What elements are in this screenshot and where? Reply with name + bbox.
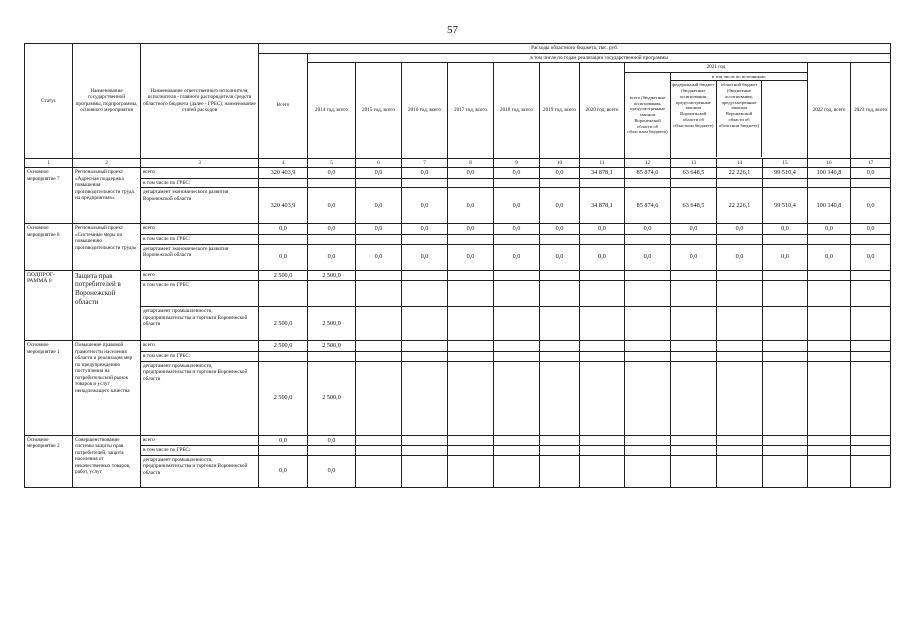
value-cell: 0,0 — [402, 188, 448, 224]
value-cell — [308, 352, 356, 362]
value-cell: 0,0 — [580, 224, 625, 235]
col-program-name: Наименование государственной программы, подпрограммы, основного мероприятия — [73, 44, 141, 159]
value-cell — [763, 178, 808, 188]
value-cell — [717, 352, 763, 362]
value-cell: 0,0 — [851, 188, 891, 224]
value-cell — [402, 361, 448, 435]
value-cell — [259, 178, 308, 188]
value-cell — [808, 281, 851, 307]
value-cell — [540, 455, 580, 487]
index-cell: 7 — [402, 158, 448, 168]
value-cell: 99 510,4 — [763, 188, 808, 224]
col-status: Статус — [25, 44, 73, 159]
value-cell — [402, 446, 448, 456]
row-label: департамент промышленности, предпринимательства и торговли Воронежской области — [141, 455, 259, 487]
table-row — [25, 224, 891, 235]
value-cell: 0,0 — [851, 224, 891, 235]
value-cell: 0,0 — [540, 168, 580, 179]
program-name-cell: Региональный проект «Системные меры по повышению производительности труда» — [73, 224, 141, 270]
col-by-years: в том числе по годам реализации государственной программы — [308, 53, 891, 63]
value-cell: 63 648,5 — [671, 188, 717, 224]
table-row — [25, 455, 891, 487]
col-2015: 2015 год, всего — [356, 63, 402, 159]
value-cell: 22 226,1 — [717, 188, 763, 224]
value-cell: 0,0 — [540, 188, 580, 224]
value-cell — [580, 446, 625, 456]
value-cell: 2 500,0 — [308, 307, 356, 341]
value-cell: 0,0 — [763, 224, 808, 235]
table-row — [25, 352, 891, 362]
index-cell: 6 — [356, 158, 402, 168]
value-cell: 0,0 — [808, 224, 851, 235]
value-cell: 0,0 — [448, 188, 494, 224]
value-cell — [671, 307, 717, 341]
value-cell — [356, 352, 402, 362]
value-cell — [851, 270, 891, 281]
value-cell — [356, 446, 402, 456]
value-cell — [808, 178, 851, 188]
table-body — [25, 168, 891, 488]
value-cell: 0,0 — [259, 224, 308, 235]
value-cell — [494, 281, 540, 307]
col-2018: 2018 год, всего — [494, 63, 540, 159]
value-cell: 0,0 — [402, 168, 448, 179]
row-label: всего — [141, 224, 259, 235]
status-cell: Основное мероприятие 8 — [25, 224, 73, 270]
value-cell — [540, 352, 580, 362]
value-cell — [625, 446, 671, 456]
value-cell: 0,0 — [717, 224, 763, 235]
value-cell: 0,0 — [671, 224, 717, 235]
value-cell — [851, 352, 891, 362]
row-label: департамент экономического развития Воронежской области — [141, 188, 259, 224]
value-cell — [625, 281, 671, 307]
value-cell — [671, 446, 717, 456]
value-cell — [448, 361, 494, 435]
value-cell — [717, 341, 763, 352]
value-cell — [356, 455, 402, 487]
value-cell — [494, 446, 540, 456]
value-cell: 320 403,9 — [259, 188, 308, 224]
value-cell — [540, 446, 580, 456]
table-row — [25, 446, 891, 456]
value-cell — [402, 352, 448, 362]
value-cell — [259, 281, 308, 307]
value-cell — [448, 235, 494, 245]
table-row — [25, 235, 891, 245]
value-cell: 0,0 — [448, 168, 494, 179]
program-name-cell: Защита прав потребителей в Воронежской области — [73, 270, 141, 341]
value-cell — [851, 455, 891, 487]
table-row — [25, 307, 891, 341]
value-cell — [494, 435, 540, 446]
value-cell: 85 874,6 — [625, 168, 671, 179]
value-cell: 0,0 — [625, 244, 671, 270]
col-2021-sources — [671, 72, 808, 158]
index-row — [25, 158, 891, 168]
value-cell — [580, 178, 625, 188]
value-cell: 0,0 — [494, 188, 540, 224]
value-cell — [580, 341, 625, 352]
col-2021-reg: областной бюджет (бюджетные ассигнования, предусмотренные законом Воронежской области об областном бюджете) — [716, 81, 762, 157]
value-cell: 0,0 — [356, 224, 402, 235]
value-cell: 99 510,4 — [763, 168, 808, 179]
index-cell: 12 — [625, 158, 671, 168]
value-cell — [402, 178, 448, 188]
value-cell — [356, 341, 402, 352]
value-cell — [494, 341, 540, 352]
value-cell — [356, 235, 402, 245]
value-cell — [448, 270, 494, 281]
value-cell: 0,0 — [851, 244, 891, 270]
value-cell — [540, 307, 580, 341]
value-cell: 0,0 — [717, 244, 763, 270]
value-cell — [671, 341, 717, 352]
value-cell: 2 500,0 — [259, 307, 308, 341]
value-cell — [851, 235, 891, 245]
value-cell — [259, 235, 308, 245]
value-cell — [356, 178, 402, 188]
index-cell: 10 — [540, 158, 580, 168]
index-cell: 5 — [308, 158, 356, 168]
table-row — [25, 244, 891, 270]
value-cell — [851, 281, 891, 307]
col-executor: Наименование ответственного исполнителя, исполнителя - главного распорядителя средств областного бюджета (далее - ГРБС), наименование статей расходов — [141, 44, 259, 159]
value-cell: 0,0 — [448, 224, 494, 235]
index-cell: 11 — [580, 158, 625, 168]
value-cell — [625, 352, 671, 362]
value-cell: 22 226,1 — [717, 168, 763, 179]
value-cell — [717, 435, 763, 446]
value-cell — [402, 281, 448, 307]
value-cell — [763, 455, 808, 487]
value-cell — [494, 361, 540, 435]
value-cell — [625, 455, 671, 487]
value-cell: 100 140,8 — [808, 168, 851, 179]
value-cell — [808, 352, 851, 362]
index-cell: 14 — [717, 158, 763, 168]
value-cell — [808, 270, 851, 281]
value-cell: 0,0 — [356, 244, 402, 270]
value-cell — [494, 455, 540, 487]
value-cell — [448, 455, 494, 487]
value-cell — [763, 352, 808, 362]
value-cell — [356, 307, 402, 341]
value-cell — [402, 307, 448, 341]
value-cell — [494, 307, 540, 341]
value-cell — [717, 281, 763, 307]
value-cell: 320 403,9 — [259, 168, 308, 179]
row-label: в том числе по ГРБС — [141, 281, 259, 307]
table-row — [25, 168, 891, 179]
index-cell: 8 — [448, 158, 494, 168]
value-cell: 0,0 — [763, 244, 808, 270]
value-cell — [494, 178, 540, 188]
row-label: в том числе по ГРБС: — [141, 352, 259, 362]
value-cell — [540, 235, 580, 245]
value-cell — [448, 352, 494, 362]
value-cell: 0,0 — [448, 244, 494, 270]
table-row — [25, 178, 891, 188]
table-row — [25, 270, 891, 281]
value-cell — [356, 361, 402, 435]
value-cell — [580, 270, 625, 281]
table-header — [25, 44, 891, 168]
value-cell — [717, 270, 763, 281]
value-cell: 0,0 — [356, 188, 402, 224]
row-label: всего — [141, 435, 259, 446]
value-cell — [763, 307, 808, 341]
value-cell — [671, 361, 717, 435]
col-2014: 2014 год, всего — [308, 63, 356, 159]
value-cell — [625, 178, 671, 188]
row-label: в том числе по ГРБС: — [141, 178, 259, 188]
value-cell — [402, 455, 448, 487]
value-cell — [808, 455, 851, 487]
col-2021: 2021 год — [625, 63, 808, 73]
value-cell — [808, 446, 851, 456]
table-row — [25, 188, 891, 224]
status-cell: Основное мероприятие 7 — [25, 168, 73, 224]
value-cell: 0,0 — [851, 168, 891, 179]
value-cell — [671, 178, 717, 188]
status-cell: Основное мероприятие 2 — [25, 435, 73, 487]
value-cell: 63 648,5 — [671, 168, 717, 179]
index-cell: 16 — [808, 158, 851, 168]
value-cell: 2 500,0 — [308, 341, 356, 352]
value-cell — [763, 270, 808, 281]
row-label: в том числе по ГРБС: — [141, 446, 259, 456]
value-cell: 2 500,0 — [308, 270, 356, 281]
value-cell — [580, 435, 625, 446]
value-cell — [448, 281, 494, 307]
value-cell — [717, 307, 763, 341]
program-name-cell: Повышение правовой грамотности населения области и реализация мер по предупреждению поступления на потребительский рынок товаров и услуг ненадлежащего качества — [73, 341, 141, 435]
value-cell — [625, 270, 671, 281]
value-cell — [763, 361, 808, 435]
col-2021-fed: федеральный бюджет (бюджетные ассигнования, предусмотренные законом Воронежской области об областном бюджете) — [672, 82, 715, 128]
value-cell — [580, 455, 625, 487]
col-2021-incl: в том числе по источникам: — [671, 73, 807, 82]
value-cell — [540, 270, 580, 281]
value-cell — [625, 435, 671, 446]
value-cell — [308, 281, 356, 307]
value-cell — [540, 178, 580, 188]
row-label: всего — [141, 341, 259, 352]
value-cell: 0,0 — [259, 435, 308, 446]
value-cell — [402, 435, 448, 446]
table-row — [25, 281, 891, 307]
value-cell: 0,0 — [625, 224, 671, 235]
value-cell — [402, 270, 448, 281]
index-cell: 13 — [671, 158, 717, 168]
value-cell — [356, 281, 402, 307]
index-cell: 2 — [73, 158, 141, 168]
value-cell: 0,0 — [308, 188, 356, 224]
value-cell — [763, 435, 808, 446]
col-2021-total: всего (бюджетные ассигнования, предусмотренные законом Воронежской области об областном бюджете) — [625, 72, 671, 158]
budget-table — [24, 43, 891, 488]
value-cell — [540, 281, 580, 307]
value-cell — [448, 178, 494, 188]
value-cell: 100 140,8 — [808, 188, 851, 224]
table-row — [25, 341, 891, 352]
value-cell: 2 500,0 — [259, 270, 308, 281]
value-cell: 34 878,1 — [580, 168, 625, 179]
value-cell — [625, 341, 671, 352]
value-cell: 0,0 — [356, 168, 402, 179]
value-cell — [808, 361, 851, 435]
value-cell — [308, 446, 356, 456]
col-2020: 2020 год, всего — [580, 63, 625, 159]
value-cell: 0,0 — [308, 224, 356, 235]
value-cell — [763, 235, 808, 245]
value-cell — [625, 307, 671, 341]
value-cell — [763, 341, 808, 352]
value-cell — [580, 352, 625, 362]
value-cell: 0,0 — [494, 244, 540, 270]
value-cell — [717, 361, 763, 435]
value-cell — [851, 178, 891, 188]
program-name-cell: Совершенствование системы защиты прав потребителей, защита населения от некачественных товаров, работ, услуг — [73, 435, 141, 487]
value-cell — [448, 341, 494, 352]
value-cell — [717, 235, 763, 245]
value-cell — [448, 307, 494, 341]
col-total: Всего — [259, 53, 308, 158]
row-label: всего — [141, 168, 259, 179]
index-cell: 9 — [494, 158, 540, 168]
value-cell — [851, 435, 891, 446]
value-cell: 0,0 — [540, 224, 580, 235]
value-cell — [717, 178, 763, 188]
value-cell — [540, 435, 580, 446]
col-expenses: Расходы областного бюджета, тыс. руб. — [259, 44, 891, 54]
row-label: в том числе по ГРБС: — [141, 235, 259, 245]
value-cell — [625, 235, 671, 245]
value-cell — [851, 307, 891, 341]
value-cell — [717, 455, 763, 487]
value-cell: 85 874,6 — [625, 188, 671, 224]
col-2017: 2017 год, всего — [448, 63, 494, 159]
value-cell — [356, 435, 402, 446]
value-cell — [402, 235, 448, 245]
value-cell: 0,0 — [671, 244, 717, 270]
value-cell — [717, 446, 763, 456]
value-cell — [308, 235, 356, 245]
value-cell: 0,0 — [308, 435, 356, 446]
value-cell — [671, 435, 717, 446]
value-cell — [580, 361, 625, 435]
value-cell: 0,0 — [402, 224, 448, 235]
index-cell: 15 — [763, 158, 808, 168]
value-cell — [448, 435, 494, 446]
value-cell — [540, 361, 580, 435]
value-cell — [494, 270, 540, 281]
col-2021-spacer — [761, 81, 807, 157]
index-cell: 1 — [25, 158, 73, 168]
value-cell — [580, 307, 625, 341]
value-cell: 2 500,0 — [308, 361, 356, 435]
value-cell: 0,0 — [308, 244, 356, 270]
value-cell: 2 500,0 — [259, 341, 308, 352]
value-cell — [356, 270, 402, 281]
value-cell — [671, 281, 717, 307]
value-cell — [671, 352, 717, 362]
value-cell: 0,0 — [402, 244, 448, 270]
value-cell: 0,0 — [259, 244, 308, 270]
value-cell — [808, 341, 851, 352]
value-cell: 0,0 — [308, 168, 356, 179]
program-name-cell: Региональный проект «Адресная поддержка повышения производительности труда на предприятиях» — [73, 168, 141, 224]
row-label: департамент промышленности, предпринимательства и торговли Воронежской области — [141, 307, 259, 341]
value-cell: 0,0 — [259, 455, 308, 487]
value-cell: 0,0 — [808, 244, 851, 270]
col-2016: 2016 год, всего — [402, 63, 448, 159]
col-2023: 2023 год, всего — [851, 63, 891, 159]
value-cell — [402, 341, 448, 352]
status-cell: ПОДПРОГ-РАММА 8 — [25, 270, 73, 341]
value-cell: 0,0 — [308, 455, 356, 487]
value-cell — [259, 446, 308, 456]
col-2022: 2022 год, всего — [808, 63, 851, 159]
value-cell — [808, 235, 851, 245]
value-cell — [808, 307, 851, 341]
value-cell — [494, 235, 540, 245]
value-cell: 0,0 — [580, 244, 625, 270]
value-cell — [671, 235, 717, 245]
value-cell — [763, 281, 808, 307]
value-cell: 2 500,0 — [259, 361, 308, 435]
status-cell: Основное мероприятие 1 — [25, 341, 73, 435]
table-row — [25, 361, 891, 435]
value-cell — [851, 446, 891, 456]
value-cell: 0,0 — [494, 168, 540, 179]
value-cell — [625, 361, 671, 435]
value-cell: 0,0 — [494, 224, 540, 235]
row-label: департамент промышленности, предпринимательства и торговли Воронежской области — [141, 361, 259, 435]
value-cell — [494, 352, 540, 362]
value-cell — [308, 178, 356, 188]
page-number: 57 — [447, 24, 458, 36]
value-cell — [808, 435, 851, 446]
value-cell — [259, 352, 308, 362]
value-cell: 0,0 — [540, 244, 580, 270]
index-cell: 3 — [141, 158, 259, 168]
row-label: департамент экономического развития Воронежской области — [141, 244, 259, 270]
index-cell: 4 — [259, 158, 308, 168]
value-cell — [671, 270, 717, 281]
row-label: всего — [141, 270, 259, 281]
col-2019: 2019 год, всего — [540, 63, 580, 159]
value-cell — [540, 341, 580, 352]
value-cell: 34 878,1 — [580, 188, 625, 224]
value-cell — [580, 281, 625, 307]
value-cell — [671, 455, 717, 487]
index-cell: 17 — [851, 158, 891, 168]
table-row — [25, 435, 891, 446]
value-cell — [448, 446, 494, 456]
value-cell — [763, 446, 808, 456]
value-cell — [851, 361, 891, 435]
value-cell — [580, 235, 625, 245]
value-cell — [851, 341, 891, 352]
